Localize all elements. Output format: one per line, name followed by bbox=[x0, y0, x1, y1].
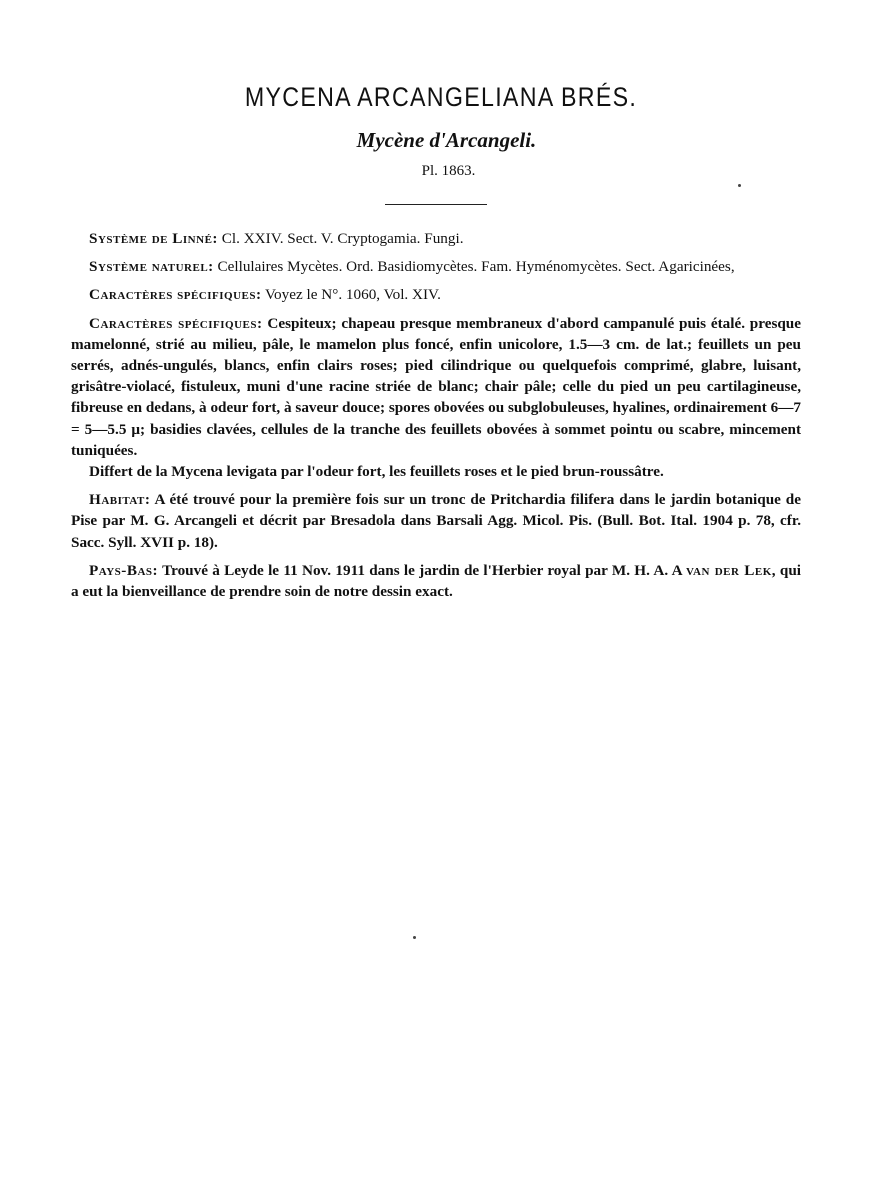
text-differt: Differt de la Mycena levigata par l'odeur fort, les feuillets roses et le pied brun-roussâtre. bbox=[89, 463, 664, 481]
description-body bbox=[71, 228, 801, 609]
paragraph-differt bbox=[71, 461, 801, 482]
plate-number: Pl. 1863. bbox=[421, 163, 476, 179]
text-specific-characters-ref: Voyez le N°. 1060, Vol. XIV. bbox=[261, 286, 441, 304]
text-linne-system: Cl. XXIV. Sect. V. Cryptogamia. Fungi. bbox=[217, 230, 464, 247]
label-van-der-lek: van der Lek bbox=[686, 561, 772, 579]
species-common-name: Mycène d'Arcangeli. bbox=[356, 128, 537, 152]
paragraph-natural-system bbox=[71, 256, 801, 277]
paragraph-linne-system bbox=[71, 228, 801, 249]
print-speck bbox=[413, 936, 416, 939]
paragraph-specific-characters bbox=[71, 313, 801, 461]
text-natural-system: Cellulaires Mycètes. Ord. Basidiomycètes. Fam. Hyménomycètes. Sect. Agaricinées, bbox=[213, 258, 735, 276]
title-divider bbox=[385, 204, 487, 205]
paragraph-specific-characters-ref bbox=[71, 284, 801, 305]
text-habitat: A été trouvé pour la première fois sur un tronc de Pritchardia filifera dans le jardin botanique de Pise par M. G. Arcangeli et décrit par Bresadola dans Barsali Agg. Micol. Pis. (Bull. Bot. Ital. 1904 p. 78, cfr. Sacc. Syll. XVII p. 18). bbox=[71, 491, 801, 551]
paragraph-pays-bas bbox=[71, 560, 801, 602]
text-pays-bas-continued: , qui a eut la bienveillance de prendre soin de notre dessin exact. bbox=[71, 561, 801, 601]
species-title: MYCENA ARCANGELIANA BRÉS. bbox=[244, 82, 638, 112]
label-specific-characters: Caractères spécifiques: bbox=[89, 314, 263, 332]
print-speck bbox=[738, 184, 741, 187]
paragraph-habitat bbox=[71, 489, 801, 553]
label-natural-system: Système naturel: bbox=[89, 258, 214, 276]
label-pays-bas: Pays-Bas: bbox=[89, 561, 159, 579]
label-habitat: Habitat: bbox=[89, 491, 151, 509]
label-specific-characters-ref: Caractères spécifiques: bbox=[89, 286, 262, 304]
text-specific-characters: Cespiteux; chapeau presque membraneux d'abord campanulé puis étalé. presque mamelonné, strié au milieu, pâle, le mamelon plus foncé, enfin unicolore, 1.5—3 cm. de lat.; feuillets un peu serrés, adnés-ungulés, blancs, enfin clairs roses; pied cilindrique ou quelquefois comprimé, glabre, luisant, grisâtre-violacé, fistuleux, muni d'une racine striée de blanc; chair pâle; celle du pied un peu cartilagineuse, fibreuse en dedans, à odeur fort, à saveur douce; spores obovées ou subglobuleuses, hyalines, ordinairement 6—7 = 5—5.5 μ; basidies clavées, cellules de la tranche des feuillets obovées à sommet pointu ou scabre, mincement tuniquées. bbox=[71, 314, 801, 459]
text-pays-bas: Trouvé à Leyde le 11 Nov. 1911 dans le jardin de l'Herbier royal par M. H. A. A bbox=[158, 561, 687, 579]
label-linne-system: Système de Linné: bbox=[89, 230, 218, 247]
